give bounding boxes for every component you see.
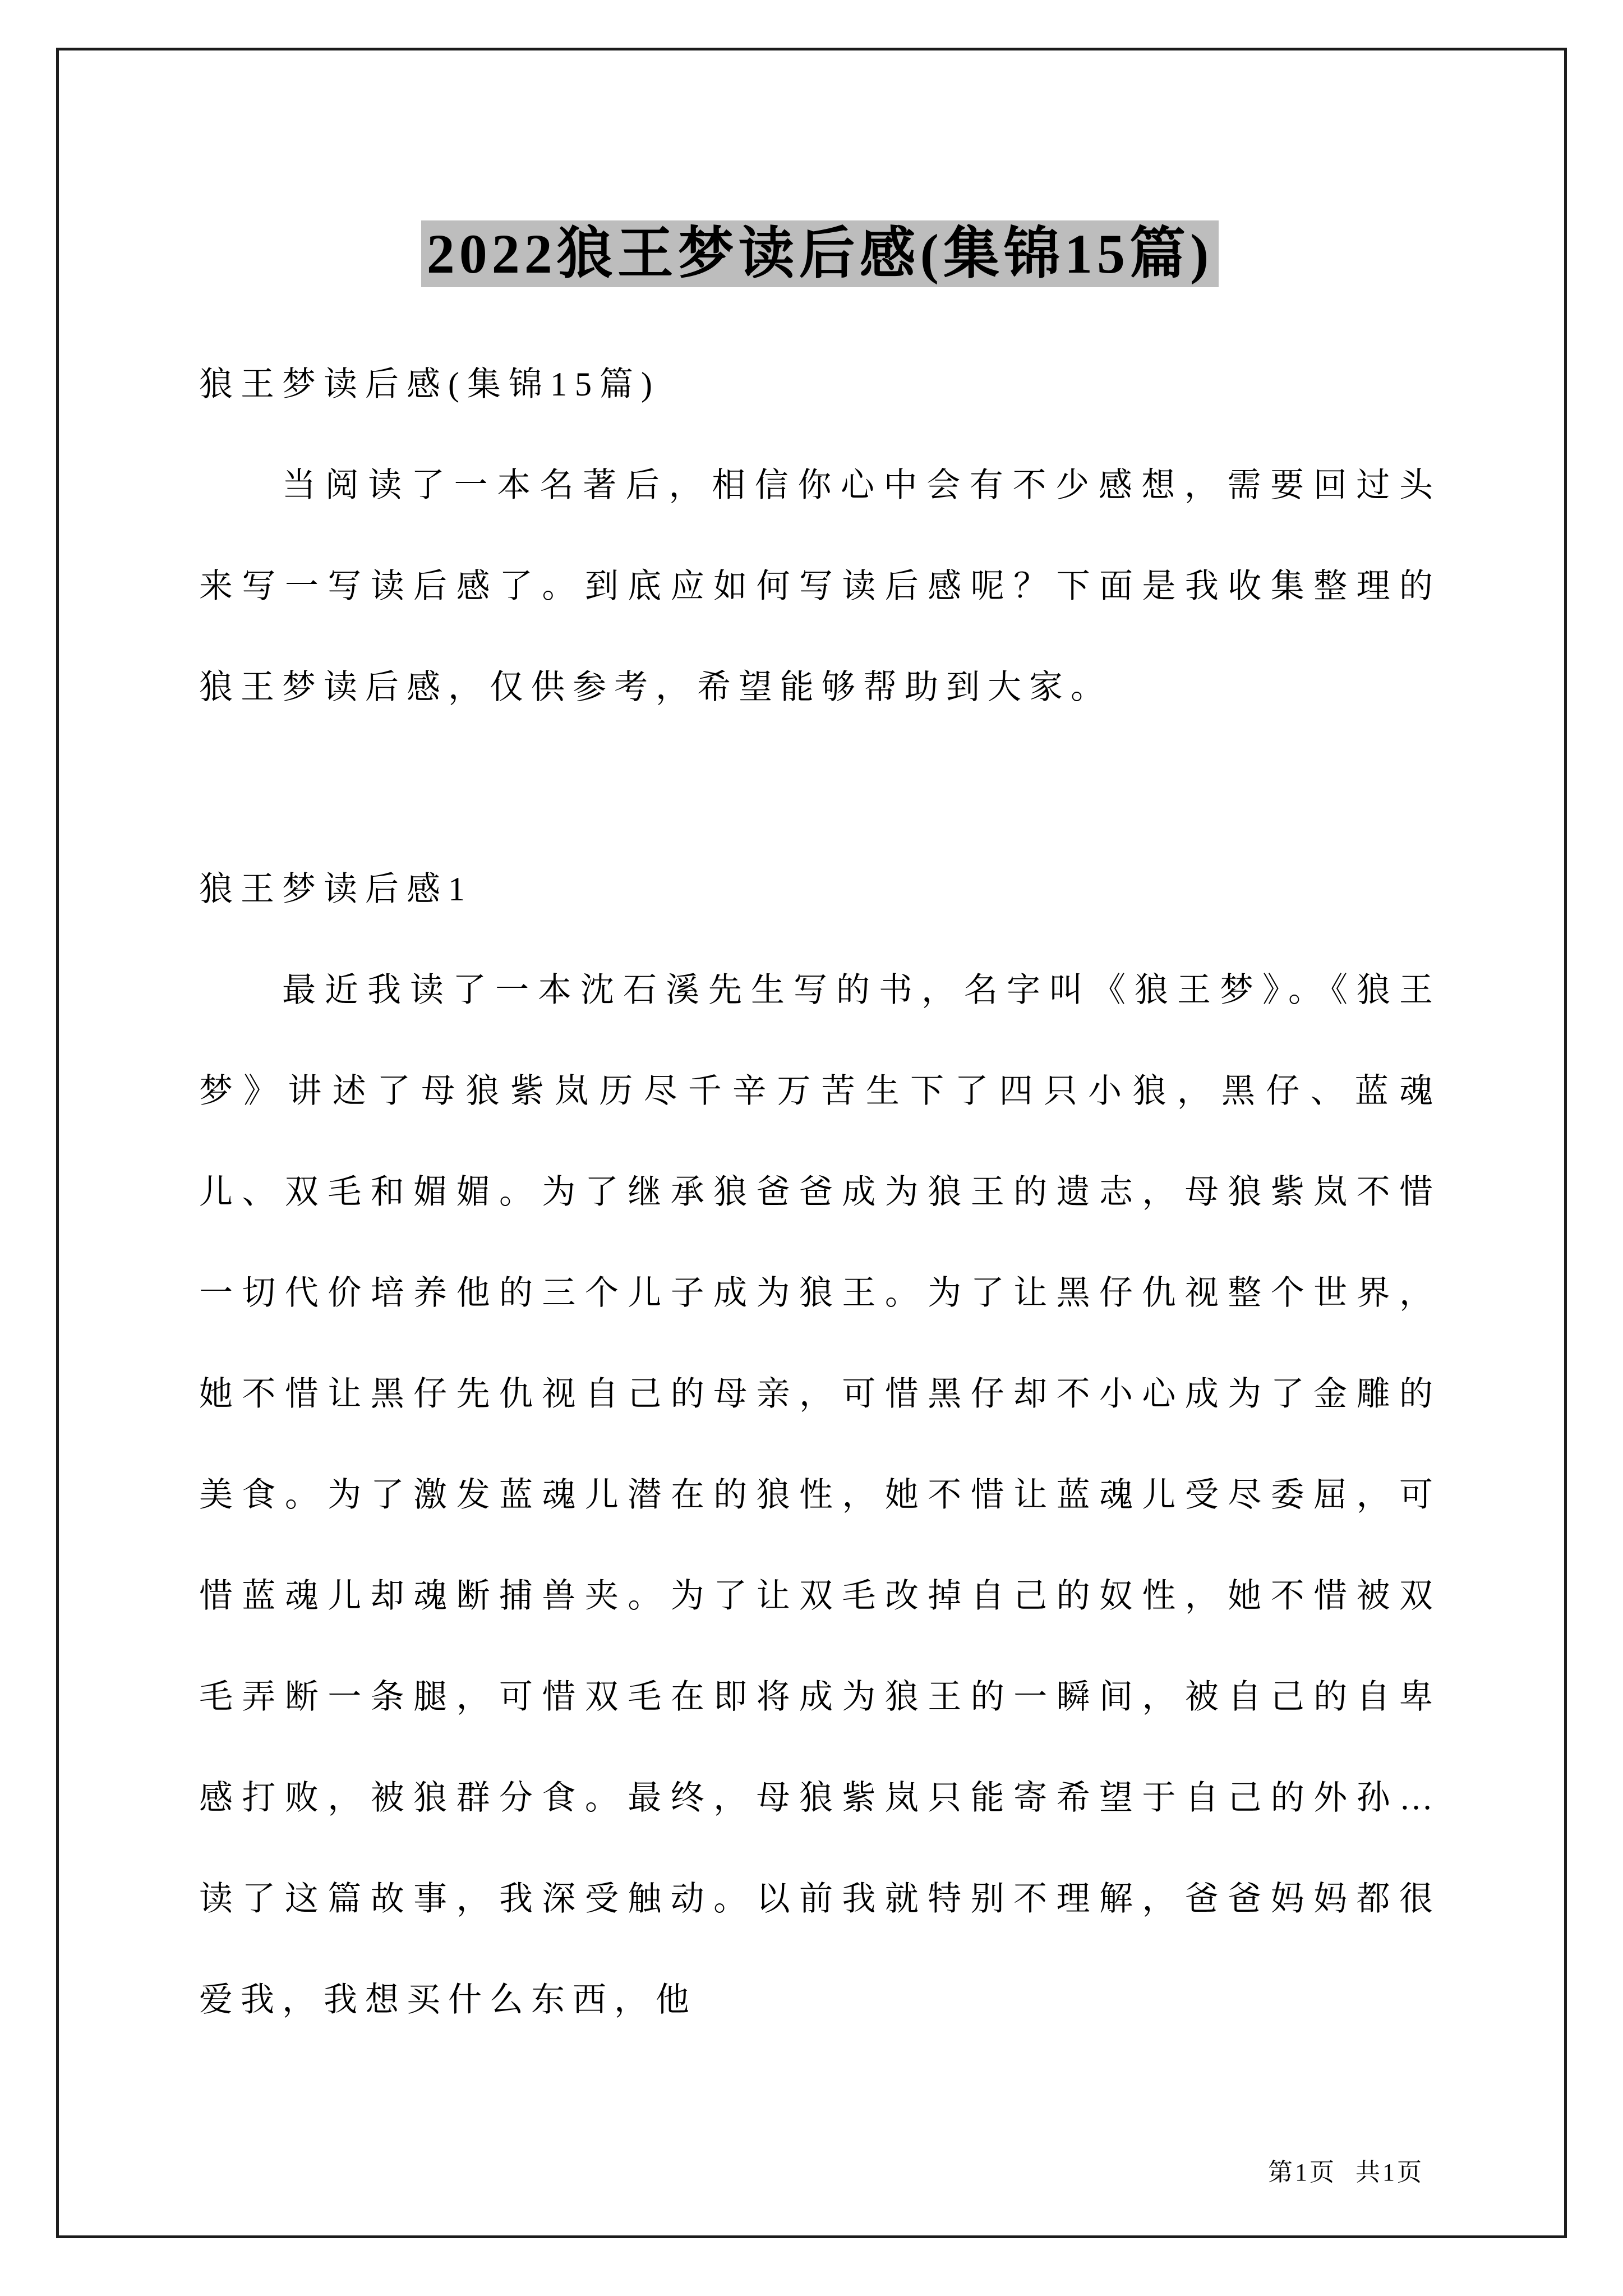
paragraph-body: 最近我读了一本沈石溪先生写的书，名字叫《狼王梦》。《狼王梦》讲述了母狼紫岚历尽千辛万苦生下了四只小狼，黑仔、蓝魂儿、双毛和媚媚。为了继承狼爸爸成为狼王的遗志，母狼紫岚不惜一切代价培养他的三个儿子成为狼王。为了让黑仔仇视整个世界，她不惜让黑仔先仇视自己的母亲，可惜黑仔却不小心成为了金雕的美食。为了激发蓝魂儿潜在的狼性，她不惜让蓝魂儿受尽委屈，可惜蓝魂儿却魂断捕兽夹。为了让双毛改掉自己的奴性，她不惜被双毛弄断一条腿，可惜双毛在即将成为狼王的一瞬间，被自己的自卑感打败，被狼群分食。最终，母狼紫岚只能寄希望于自己的外孙…读了这篇故事，我深受触动。以前我就特别不理解，爸爸妈妈都很爱我，我想买什么东西，他 — [199, 972, 1441, 2018]
page-title — [199, 216, 1441, 292]
paragraph-section-heading: 狼王梦读后感1 — [199, 871, 473, 908]
paragraph-subtitle: 狼王梦读后感(集锦15篇) — [199, 366, 660, 403]
footer-page-number: 第1页 — [1268, 2159, 1336, 2186]
footer-total-pages: 共1页 — [1355, 2159, 1424, 2186]
page-footer — [1268, 2152, 1424, 2188]
paragraph-intro: 当阅读了一本名著后，相信你心中会有不少感想，需要回过头来写一写读后感了。到底应如何写读后感呢？下面是我收集整理的狼王梦读后感，仅供参考，希望能够帮助到大家。 — [199, 467, 1441, 706]
document-page — [56, 48, 1567, 2238]
title-highlight: 2022狼王梦读后感(集锦15篇) — [421, 220, 1219, 287]
document-content — [59, 216, 1564, 2050]
